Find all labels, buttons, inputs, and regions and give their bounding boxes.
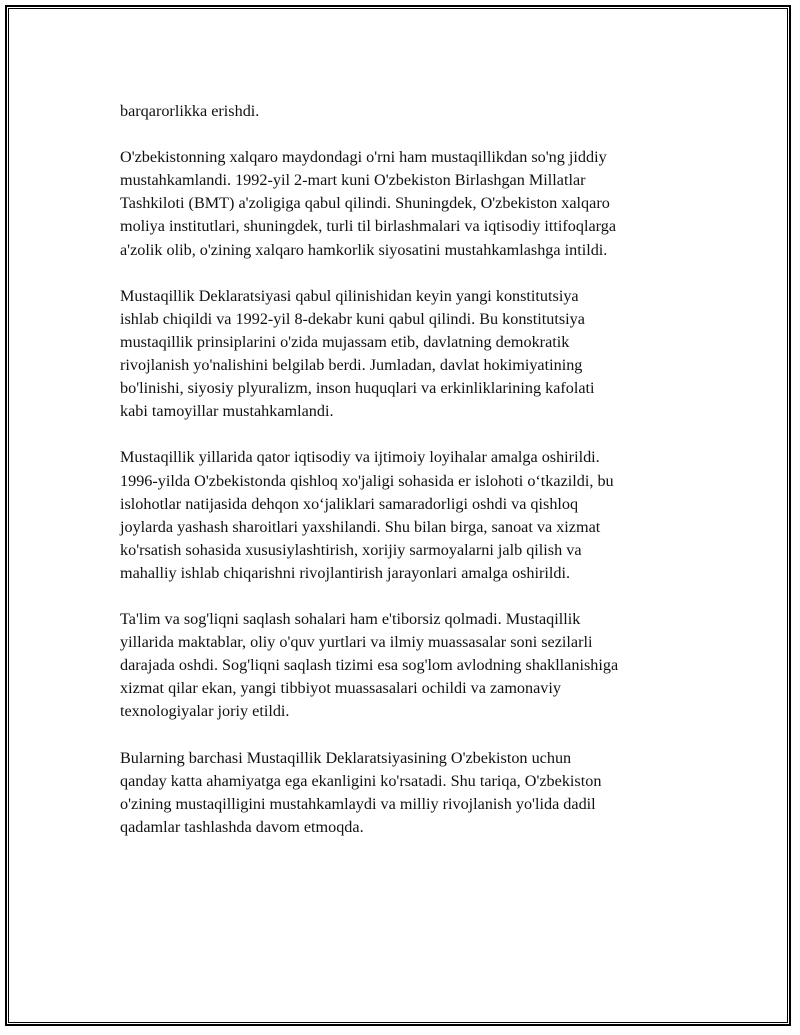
paragraph-3: Mustaqillik Deklaratsiyasi qabul qilinishidan keyin yangi konstitutsiya ishlab chiqildi va 1992-yil 8-dekabr kuni qabul qilindi. Bu konstitutsiya mustaqillik prinsiplarini o'zida mujassam etib, davlatning demokratik rivojlanish yo'nalishini belgilab berdi. Jumladan, davlat hokimiyatining bo'linishi, siyosiy plyuralizm, inson huquqlari va erkinliklarining kafolati kabi tamoyillar mustahkamlandi. (120, 286, 595, 421)
paragraph-2: O'zbekistonning xalqaro maydondagi o'rni ham mustaqillikdan so'ng jiddiy mustahkamlandi. 1992-yil 2-mart kuni O'zbekiston Birlashgan Millatlar Tashkiloti (BMT) a'zoligiga qabul qilindi. Shuningdek, O'zbekiston xalqaro moliya institutlari, shuningdek, turli til birlashmalari va iqtisodiy ittifoqlarga a'zolik olib, o'zining xalqaro hamkorlik siyosatini mustahkamlashga intildi. (120, 148, 617, 259)
document-body (120, 100, 700, 862)
paragraph-1: barqarorlikka erishdi. (120, 102, 260, 120)
paragraph-4: Mustaqillik yillarida qator iqtisodiy va ijtimoiy loyihalar amalga oshirildi. 1996-yilda O'zbekistonda qishloq xo'jaligi sohasida er islohoti o‘tkazildi, bu islohotlar natijasida dehqon xo‘jaliklari samaradorligi oshdi va qishloq joylarda yashash sharoitlari yaxshilandi. Shu bilan birga, sanoat va xizmat ko'rsatish sohasida xususiylashtirish, xorijiy sarmoyalarni jalb qilish va mahalliy ishlab chiqarishni rivojlantirish jarayonlari amalga oshirildi. (120, 448, 614, 582)
page-border (5, 5, 791, 1026)
paragraph-6: Bularning barchasi Mustaqillik Deklaratsiyasining O'zbekiston uchun qanday katta ahamiyatga ega ekanligini ko'rsatadi. Shu tariqa, O'zbekiston o'zining mustaqilligini mustahkamlaydi va milliy rivojlanish yo'lida dadil qadamlar tashlashda davom etmoqda. (120, 748, 602, 836)
paragraph-5: Ta'lim va sog'liqni saqlash sohalari ham e'tiborsiz qolmadi. Mustaqillik yillarida maktablar, oliy o'quv yurtlari va ilmiy muassasalar soni sezilarli darajada oshdi. Sog'liqni saqlash tizimi esa sog'lom avlodning shakllanishiga xizmat qilar ekan, yangi tibbiyot muassasalari ochildi va zamonaviy texnologiyalar joriy etildi. (120, 610, 619, 721)
